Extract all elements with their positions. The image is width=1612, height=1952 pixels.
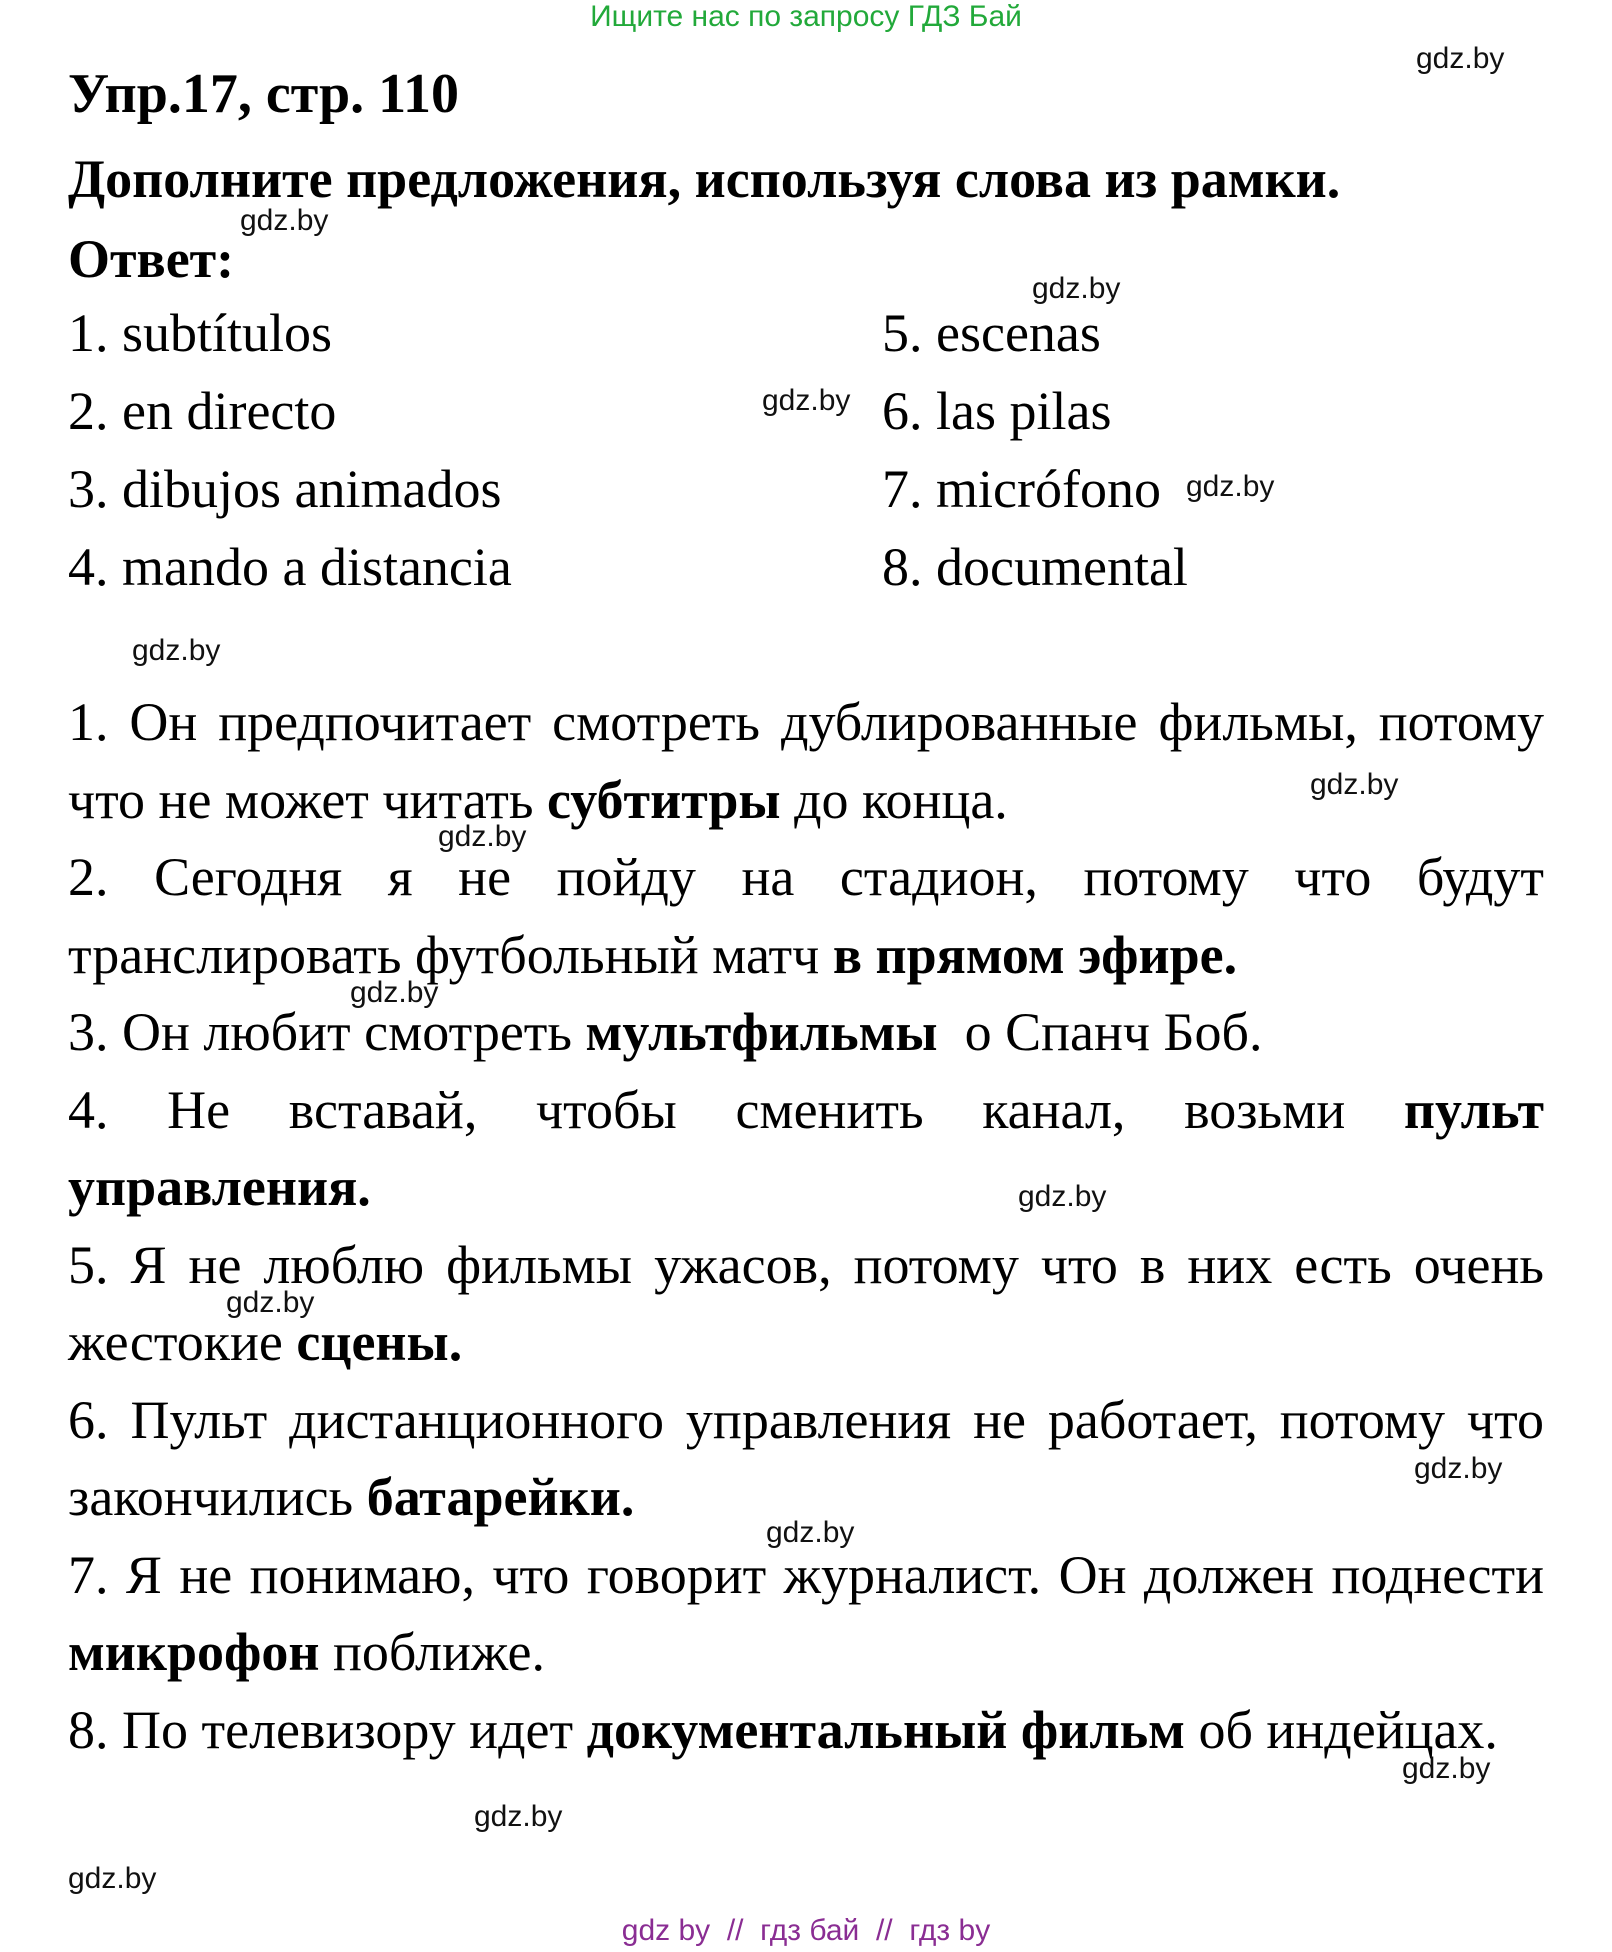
- sentence-8: 8. По телевизору идет документальный фильм об индейцах.: [68, 1699, 1498, 1760]
- watermark: gdz.by: [474, 1800, 563, 1833]
- sentence-7-answer: микрофон: [68, 1622, 320, 1682]
- answer-item-6: 6. las pilas: [882, 381, 1112, 441]
- sentence-2: 2. Сегодня я не пойду на стадион, потому что будут транслировать футбольный матч в прямом эфире.: [68, 847, 1544, 985]
- sentence-2-answer: в прямом эфире.: [832, 924, 1238, 985]
- sentence-1: 1. Он предпочитает смотреть дублированные фильмы, потому что не может читать субтитры до конца.: [68, 692, 1544, 830]
- translated-sentences: [68, 684, 1544, 1769]
- sentence-4-answer: пульт управления.: [68, 1079, 1544, 1217]
- sentence-5: 5. Я не люблю фильмы ужасов, потому что в них есть очень жестокие сцены.: [68, 1234, 1544, 1372]
- header-banner: Ищите нас по запросу ГДЗ Бай: [590, 0, 1022, 33]
- answer-item-8: 8. documental: [882, 537, 1188, 597]
- sentence-3-answer: мультфильмы: [585, 1002, 938, 1062]
- watermark: gdz.by: [766, 1516, 855, 1549]
- answer-item-4: 4. mando a distancia: [68, 537, 512, 597]
- sentence-3: 3. Он любит смотреть мультфильмы о Спанч Боб.: [68, 1002, 1263, 1062]
- sentence-7: 7. Я не понимаю, что говорит журналист. Он должен поднести микрофон поближе.: [68, 1544, 1544, 1682]
- exercise-title: Упр.17, стр. 110: [68, 63, 460, 125]
- answer-label: Ответ:: [68, 229, 235, 289]
- watermark: gdz.by: [350, 976, 439, 1009]
- watermark: gdz.by: [68, 1862, 157, 1895]
- watermark: gdz.by: [762, 384, 851, 417]
- watermark: gdz.by: [226, 1286, 315, 1319]
- watermark: gdz.by: [1018, 1180, 1107, 1213]
- watermark: gdz.by: [1310, 768, 1399, 801]
- watermark: gdz.by: [1416, 42, 1505, 75]
- footer-banner: gdz by // гдз бай // гдз by: [621, 1914, 991, 1947]
- sentence-1-answer: субтитры: [547, 769, 781, 830]
- watermark: gdz.by: [1186, 470, 1275, 503]
- watermark: gdz.by: [1032, 272, 1121, 305]
- watermark: gdz.by: [240, 204, 329, 237]
- answer-item-7: 7. micrófono: [882, 459, 1161, 519]
- answer-item-3: 3. dibujos animados: [68, 459, 502, 519]
- sentence-6-answer: батарейки.: [366, 1467, 635, 1527]
- answers-right-column: [882, 294, 1188, 606]
- answers-left-column: [68, 294, 512, 606]
- answer-item-2: 2. en directo: [68, 381, 337, 441]
- watermark: gdz.by: [438, 820, 527, 853]
- watermark: gdz.by: [1414, 1452, 1503, 1485]
- answer-item-1: 1. subtítulos: [68, 303, 333, 363]
- sentence-6: 6. Пульт дистанционного управления не работает, потому что закончились батарейки.: [68, 1389, 1544, 1527]
- answer-item-5: 5. escenas: [882, 303, 1101, 363]
- task-instruction: Дополните предложения, используя слова из рамки.: [68, 149, 1341, 209]
- watermark: gdz.by: [1402, 1752, 1491, 1785]
- watermark: gdz.by: [132, 634, 221, 667]
- sentence-8-answer: документальный фильм: [586, 1699, 1185, 1760]
- sentence-4: 4. Не вставай, чтобы сменить канал, возьми пульт управления.: [68, 1079, 1544, 1217]
- sentence-5-answer: сцены.: [296, 1312, 463, 1372]
